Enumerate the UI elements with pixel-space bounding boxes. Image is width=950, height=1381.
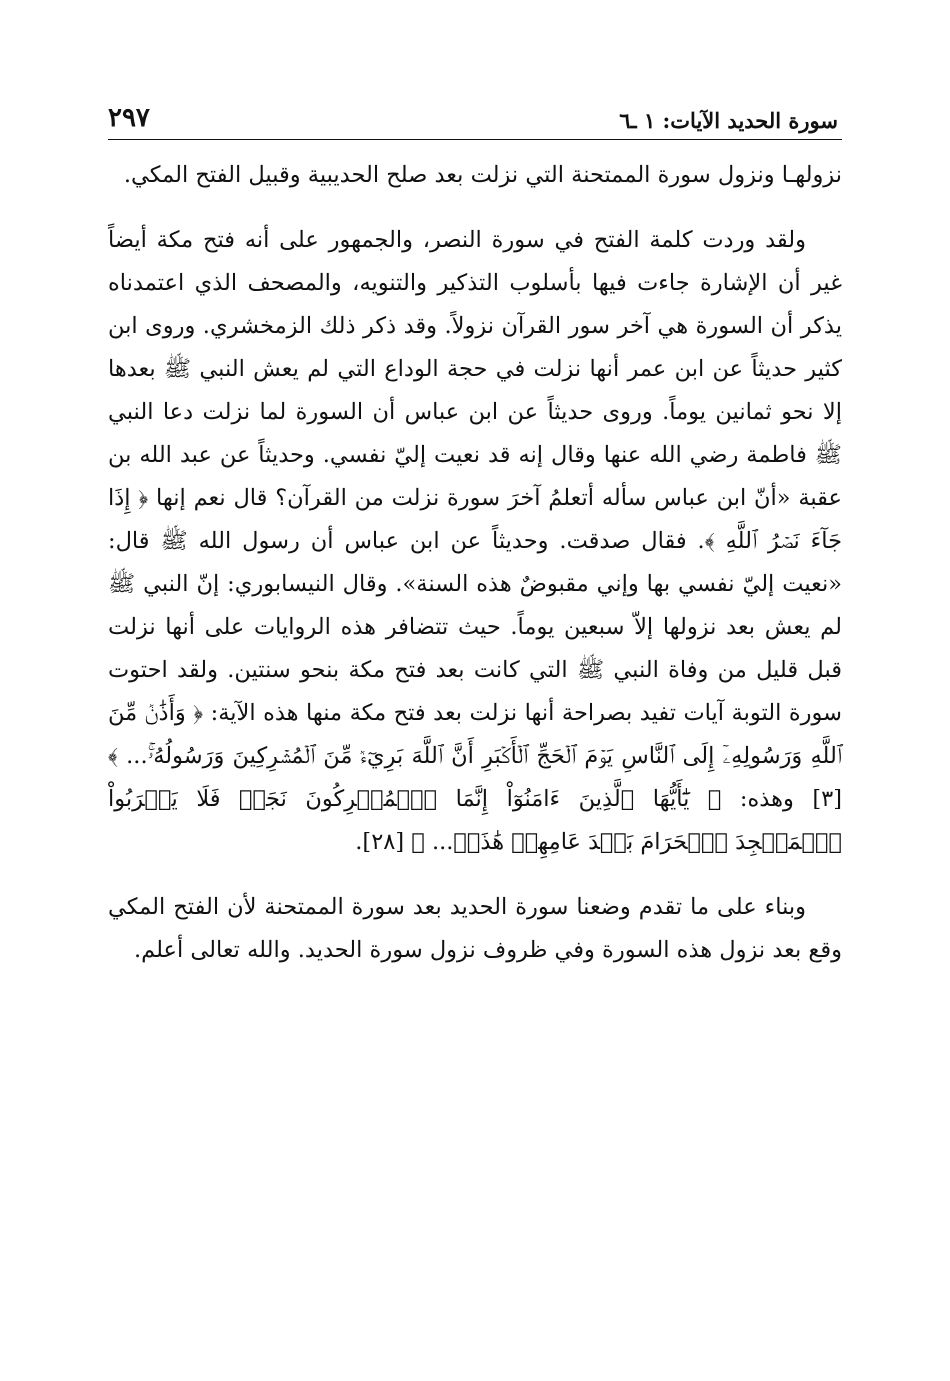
running-title: سورة الحديد الآيات: ١ ـ٦ <box>619 108 838 133</box>
document-page <box>108 96 842 994</box>
page-number: ٢٩٧ <box>108 103 150 133</box>
paragraph-1: نزولهـا ونزول سورة الممتحنة التي نزلت بعد صلح الحديبية وقبيل الفتح المكي. <box>123 162 842 188</box>
paragraph-2: ولقد وردت كلمة الفتح في سورة النصر، والجمهور على أنه فتح مكة أيضاً غير أن الإشارة جاءت فيها بأسلوب التذكير والتنويه، والمصحف الذي اعتمدناه يذكر أن السورة هي آخر سور القرآن نزولاً. وقد ذكر ذلك الزمخشري. وروى ابن كثير حديثاً عن ابن عمر أنها نزلت في حجة الوداع التي لم يعش النبي ﷺ بعدها إلا نحو ثمانين يوماً. وروى حديثاً عن ابن عباس أن السورة لما نزلت دعا النبي ﷺ فاطمة رضي الله عنها وقال إنه قد نعيت إليّ نفسي. وحديثاً عن عبد الله بن عقبة «أنّ ابن عباس سأله أتعلمُ آخرَ سورة نزلت من القرآن؟ قال نعم إنها ﴿ إِذَا جَآءَ نَصۡرُ ٱللَّهِ ﴾. فقال صدقت. وحديثاً عن ابن عباس أن رسول الله ﷺ قال: «نعيت إليّ نفسي بها وإني مقبوضٌ هذه السنة». وقال النيسابوري: إنّ النبي ﷺ لم يعش بعد نزولها إلاّ سبعين يوماً. حيث تتضافر هذه الروايات على أنها نزلت قبل قليل من وفاة النبي ﷺ التي كانت بعد فتح مكة بنحو سنتين. ولقد احتوت سورة التوبة آيات تفيد بصراحة أنها نزلت بعد فتح مكة منها هذه الآية: ﴿ وَأَذَٰنٞ مِّنَ ٱللَّهِ وَرَسُولِهِۦٓ إِلَى ٱلنَّاسِ يَوۡمَ ٱلۡحَجِّ ٱلۡأَكۡبَرِ أَنَّ ٱللَّهَ بَرِيٓءٞ مِّنَ ٱلۡمُشۡرِكِينَ وَرَسُولُهُۥۚ... ﴾ [٣] وهذه: ﴿ يَٰٓأَيُّهَا ٱلَّذِينَ ءَامَنُوٓاْ إِنَّمَا ٱلۡمُشۡرِكُونَ نَجَسٞ فَلَا يَقۡرَبُواْ ٱلۡمَسۡجِدَ ٱلۡحَرَامَ بَعۡدَ عَامِهِمۡ هَٰذَاۚ... ﴾ [٢٨]. <box>108 227 842 855</box>
page-header <box>108 96 842 140</box>
paragraph-3: وبناء على ما تقدم وضعنا سورة الحديد بعد سورة الممتحنة لأن الفتح المكي وقع بعد نزول هذه السورة وفي ظروف نزول سورة الحديد. والله تعالى أعلم. <box>108 894 842 963</box>
body-text <box>108 154 842 972</box>
